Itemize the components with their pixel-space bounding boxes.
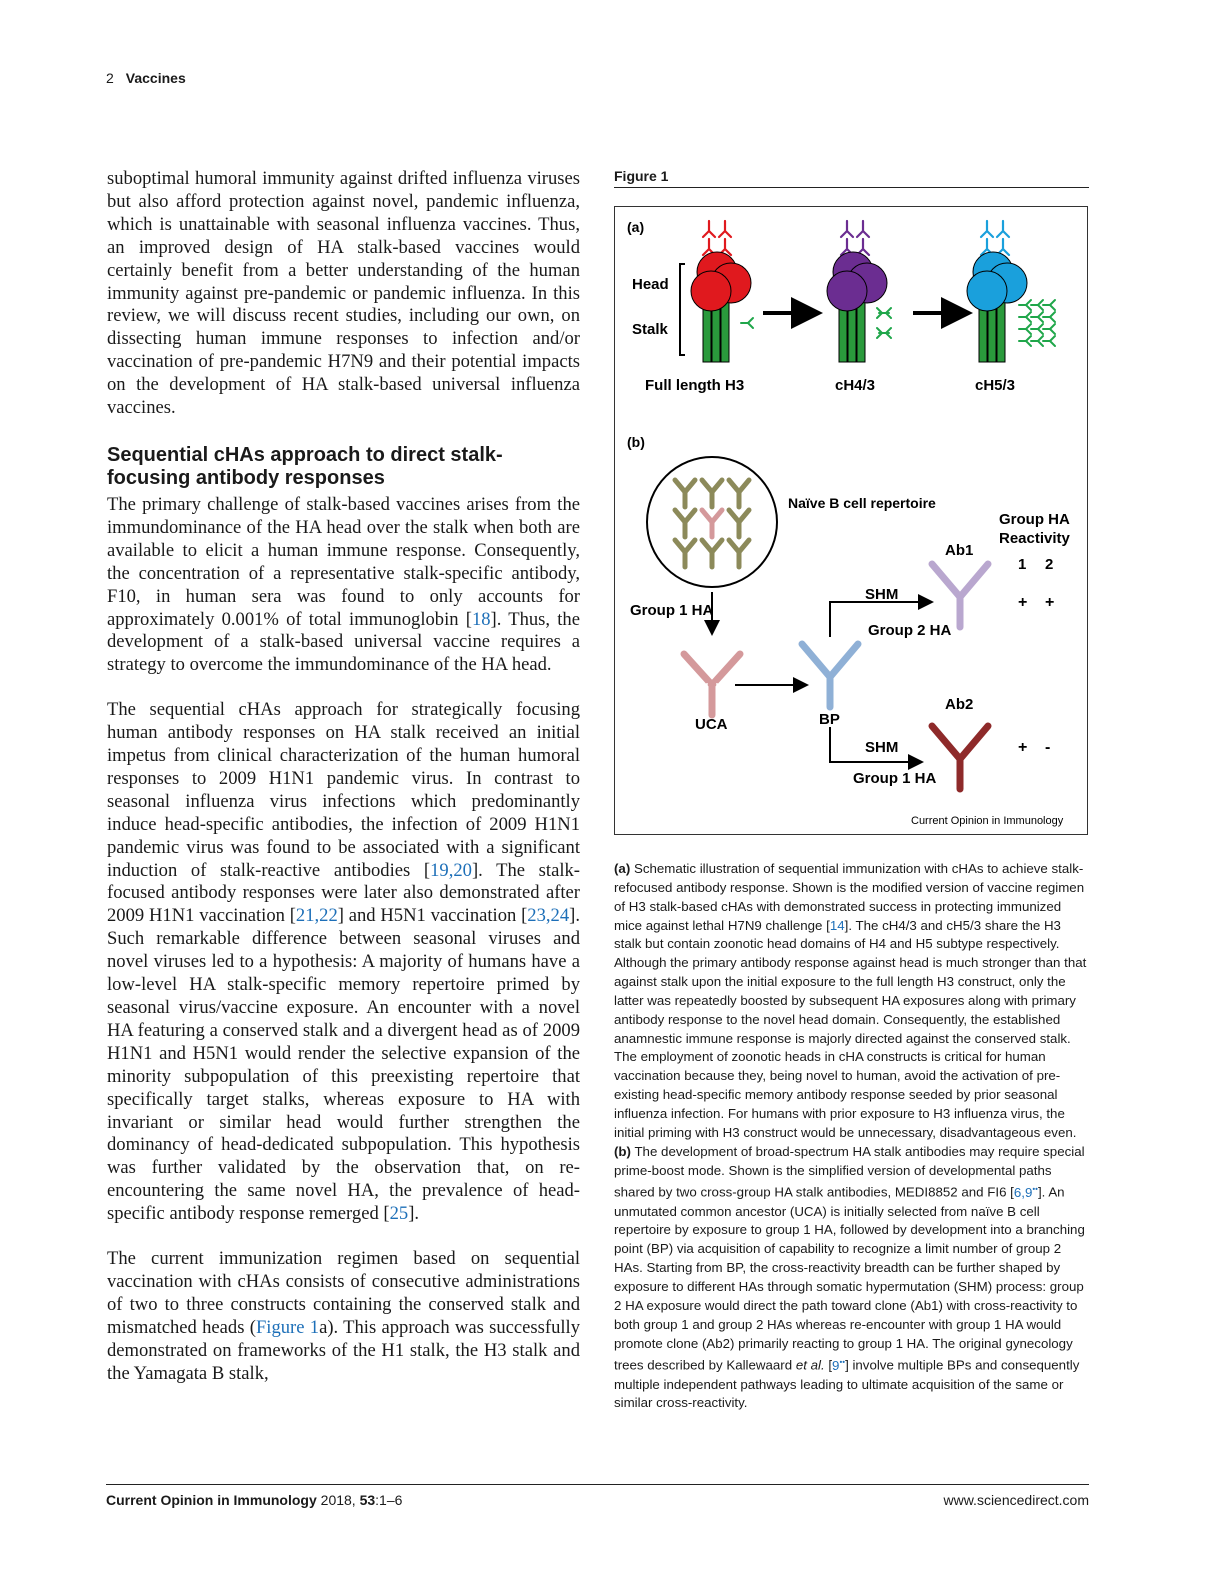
bp-antibody: [802, 644, 858, 707]
citation-link[interactable]: 23,24: [527, 905, 570, 927]
shm-label-upper: SHM: [865, 586, 899, 603]
bp-label: BP: [819, 711, 840, 728]
group2-ha-label: Group 2 HA: [868, 622, 952, 639]
running-head: [106, 70, 186, 86]
figure-caption: (a) Schematic illustration of sequential immunization with cHAs to achieve stalk-refocused antibody response. Shown is the modified version of vaccine regimen of H3 stalk-based cHAs with demonstrated success in protecting immunized mice against lethal H7N9 challenge [14]. The cH4/3 and cH5/3 share the H3 stalk but contain zoonotic head domains of H4 and H5 subtype respectively. Although the primary antibody response against head is much stronger than that against stalk upon the initial exposure to the full length H3 construct, only the latter was repeatedly boosted by subsequent HA exposures along with primary antibody response to the novel head domain. Consequently, the established anamnestic immune response is majorly directed against the conserved stalk. The employment of zoonotic heads in cHA constructs is critical for human vaccination because they, being novel to human, avoid the activation of pre-existing head-specific memory antibody response seeded by prior seasonal influenza infection. For humans with prior exposure to H3 influenza virus, the initial priming with H3 construct would be unnecessary, disadvantageous even. (b) The development of broad-spectrum HA stalk antibodies may require special prime-boost mode. Shown is the simplified version of developmental paths shared by two cross-group HA stalk antibodies, MEDI8852 and FI6 [6,9••]. An unmutated common ancestor (UCA) is initially selected from naïve B cell repertoire by exposure to group 1 HA, followed by development into a branching point (BP) via acquisition of capability to recognize a limit number of group 2 HAs. Starting from BP, the cross-reactivity breadth can be further shaped by exposure to different HAs through somatic hypermutation (SHM) process: group 2 HA exposure would direct the path toward clone (Ab1) with cross-reactivity to both group 1 and group 2 HAs whereas re-encounter with group 1 HA would promote clone (Ab2) primarily reacting to group 1 HA. The original gynecology trees described by Kallewaard et al. [9••] involve multiple BPs and consequently multiple independent pathways leading to ultimate acquisition of the same or similar cross-reactivity.: [614, 861, 1087, 1411]
citation-link[interactable]: 19,20: [430, 859, 472, 881]
construct-label-3: cH5/3: [975, 377, 1016, 394]
group1-ha-label: Group 1 HA: [630, 602, 714, 619]
reactivity-title-line1: Group HA: [999, 511, 1070, 528]
citation-link[interactable]: 21,22: [295, 905, 338, 927]
body-paragraph-3: The sequential cHAs approach for strategically focusing human antibody responses on HA stalk received an initial impetus from clinical characterization of the human humoral responses to 2009 H1N1 pandemic virus. In contrast to seasonal influenza virus infections which predominantly induce head-specific antibodies, the infection of 2009 H1N1 pandemic virus was found to be associated with a significant induction of stalk-reactive antibodies [19,20]. The stalk-focused antibody responses were later also demonstrated after 2009 H1N1 vaccination [21,22] and H5N1 vaccination [23,24]. Such remarkable difference between seasonal viruses and novel viruses led to a hypothesis: A majority of humans have a low-level HA stalk-specific memory repertoire primed by seasonal virus/vaccine exposure. An encounter with a novel HA featuring a conserved stalk and a divergent head as of 2009 H1N1 and H5N1 would render the selective expansion of the minority subpopulation of this preexisting repertoire that specifically target stalks, whereas exposure to HA with invariant or similar head would further strengthen the dominancy of head-dedicated subpopulation. This hypothesis was further validated by the observation that, on re-encountering the same novel HA, the prevalence of head-specific antibody response remerged [25].: [107, 699, 580, 1225]
journal-section-title: Vaccines: [125, 70, 186, 86]
construct-label-2: cH4/3: [835, 377, 876, 394]
ab1-antibody: [932, 564, 988, 627]
shm-label-lower: SHM: [865, 739, 899, 756]
section-heading: Sequential cHAs approach to direct stalk-focusing antibody responses: [107, 443, 503, 489]
figure-link[interactable]: Figure 1: [255, 1316, 320, 1338]
body-paragraph-1: suboptimal humoral immunity against drifted influenza viruses but also afford protection against novel, pandemic influenza, which is unattainable with seasonal influenza vaccines. Thus, an improved design of HA stalk-based vaccines would certainly benefit from a better understanding of the human immunity against pre-pandemic or pandemic influenza. In this review, we will discuss recent studies, including our own, on dissecting human immune responses to infection and/or vaccination of pre-pandemic H7N9 and their potential impacts on the development of HA stalk-based universal influenza vaccines.: [107, 168, 580, 419]
construct-label-1: Full length H3: [645, 377, 745, 394]
page-number: 2: [106, 70, 114, 86]
figure-panel: [614, 206, 1088, 835]
uca-antibody: [684, 654, 740, 715]
ab2-antibody: [932, 726, 988, 789]
panel-a-tag: (a): [627, 219, 645, 235]
citation-link[interactable]: 6,9••: [1013, 1184, 1038, 1200]
citation-link[interactable]: 18: [471, 608, 491, 630]
figure-column: [614, 168, 1089, 1413]
reactivity-col-1: 1: [1018, 556, 1027, 573]
footer-citation: Current Opinion in Immunology 2018, 53:1–6: [106, 1492, 403, 1508]
group1-ha-lower-label: Group 1 HA: [853, 770, 937, 787]
body-paragraph-4: The current immunization regimen based on sequential vaccination with cHAs consists of consecutive administrations of two to three constructs containing the conserved stalk and mismatched heads (Figure 1a). This approach was successfully demonstrated on frameworks of the H1 stalk, the H3 stalk and the Yamagata B stalk,: [107, 1248, 580, 1384]
ab1-label: Ab1: [945, 542, 974, 559]
ab1-reactivity-2: +: [1045, 594, 1055, 611]
construct-ch4-3: [827, 221, 891, 362]
footer-rule: [106, 1484, 1089, 1485]
head-label: Head: [632, 276, 669, 293]
panel-b-tag: (b): [627, 434, 645, 450]
naive-label: Naïve B cell repertoire: [788, 495, 936, 511]
citation-link[interactable]: 9••: [832, 1357, 846, 1373]
head-antibody-icons: [703, 221, 731, 255]
ab2-reactivity-2: -: [1045, 739, 1051, 756]
ab2-label: Ab2: [945, 696, 974, 713]
footer-url[interactable]: www.sciencedirect.com: [943, 1492, 1089, 1508]
figure-label: Figure 1: [614, 168, 1089, 188]
stalk-label: Stalk: [632, 321, 668, 338]
ab1-reactivity-1: +: [1018, 594, 1028, 611]
uca-label: UCA: [695, 716, 728, 733]
ab2-reactivity-1: +: [1018, 739, 1028, 756]
construct-ch5-3: [967, 221, 1055, 362]
reactivity-col-2: 2: [1045, 556, 1054, 573]
reactivity-title-line2: Reactivity: [999, 530, 1070, 547]
citation-link[interactable]: 25: [389, 1203, 409, 1225]
construct-full-length-h3: [691, 221, 753, 362]
figure-credit: Current Opinion in Immunology: [911, 815, 1064, 827]
citation-link[interactable]: 14: [829, 917, 845, 933]
head-stalk-bracket: [680, 264, 685, 355]
body-paragraph-2: The primary challenge of stalk-based vaccines arises from the immundominance of the HA head over the stalk when both are available to elicit a human immune response. Consequently, the concentration of a representative stalk-specific antibody, F10, in human sera was found to only accounts for approximately 0.001% of total immunoglobin [18]. Thus, the development of a stalk-based universal vaccine requires a strategy to overcome the immundominance of the HA head.: [107, 493, 580, 676]
naive-repertoire: [647, 457, 777, 587]
figure-diagram: [615, 207, 1087, 834]
body-column-left: [107, 168, 580, 1386]
